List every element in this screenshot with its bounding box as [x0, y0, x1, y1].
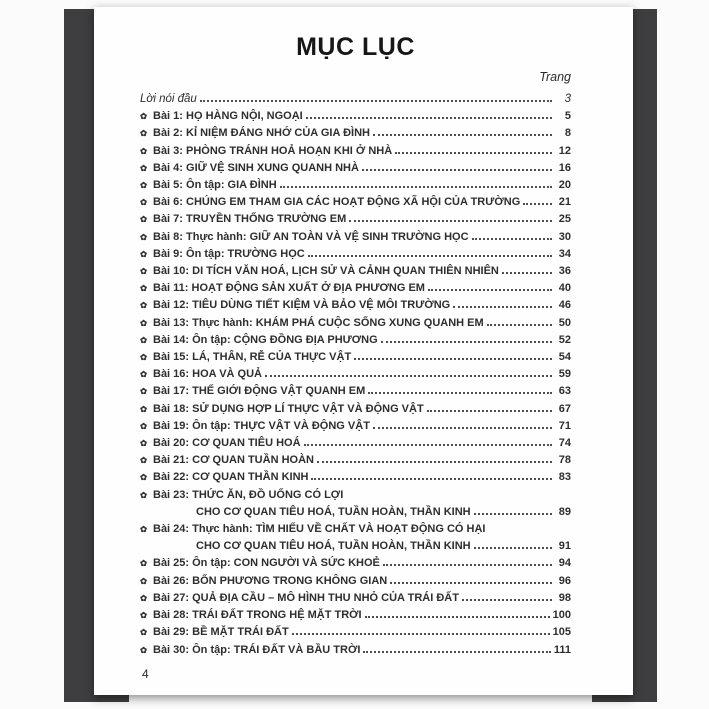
toc-entry — [140, 229, 571, 246]
toc-entry — [140, 401, 571, 418]
flower-bullet-icon: ✿ — [140, 334, 148, 345]
dot-leader — [428, 289, 552, 291]
toc-entry — [140, 160, 571, 177]
toc-entry — [140, 332, 571, 349]
toc-entry-page-number: 3 — [564, 93, 571, 105]
toc-entry-label: Bài 1: HỌ HÀNG NỘI, NGOẠI — [153, 110, 303, 123]
toc-entry-line — [140, 383, 571, 400]
toc-entry-line — [140, 263, 571, 280]
dot-leader — [390, 582, 552, 584]
toc-entry-continuation-label: CHO CƠ QUAN TIÊU HOÁ, TUẦN HOÀN, THẦN KINH — [196, 540, 471, 553]
toc-entry-line — [140, 143, 571, 160]
flower-bullet-icon: ✿ — [140, 283, 148, 294]
toc-entry — [140, 280, 571, 297]
flower-bullet-icon: ✿ — [140, 214, 148, 225]
toc-entry-page-number: 111 — [553, 643, 571, 656]
flower-bullet-icon: ✿ — [140, 403, 148, 414]
toc-entry-label: Bài 11: HOẠT ĐỘNG SẢN XUẤT Ở ĐỊA PHƯƠNG EM — [153, 282, 425, 295]
dot-leader — [304, 444, 552, 446]
toc-entry-continuation-label: CHO CƠ QUAN TIÊU HOÁ, TUẦN HOÀN, THẦN KINH — [196, 505, 471, 518]
toc-entry-page-number: 46 — [558, 299, 571, 312]
toc-entry-page-number: 96 — [558, 574, 571, 587]
toc-entry-page-number: 8 — [564, 127, 571, 140]
toc-entry-label: Lời nói đầu — [140, 93, 197, 105]
dot-leader — [523, 203, 552, 205]
page-title: MỤC LỤC — [296, 33, 415, 61]
dot-leader — [354, 358, 552, 360]
toc-entry-label: Bài 29: BỀ MẶT TRÁI ĐẤT — [153, 626, 289, 639]
toc-entry-label: Bài 13: Thực hành: KHÁM PHÁ CUỘC SỐNG XUNG QUANH EM — [153, 316, 484, 329]
toc-entry-label: Bài 17: THẾ GIỚI ĐỘNG VẬT QUANH EM — [153, 385, 366, 398]
toc-entry-line — [140, 332, 571, 349]
toc-entry — [140, 469, 571, 486]
flower-bullet-icon: ✿ — [140, 386, 148, 397]
toc-entry-line — [140, 555, 571, 572]
toc-entry-line — [140, 349, 571, 366]
flower-bullet-icon: ✿ — [140, 610, 148, 621]
toc-entry-line — [140, 487, 571, 504]
toc-entry — [140, 624, 571, 641]
dot-leader — [200, 100, 552, 102]
toc-entry — [140, 91, 571, 108]
dot-leader — [368, 392, 552, 394]
toc-entry — [140, 590, 571, 607]
dot-leader — [308, 255, 552, 257]
toc-entry-label: Bài 23: THỨC ĂN, ĐỒ UỐNG CÓ LỢI — [153, 488, 344, 501]
toc-entry — [140, 194, 571, 211]
toc-entry-line — [140, 607, 571, 624]
toc-entry-continuation-line — [140, 538, 571, 555]
toc-entry-label: Bài 3: PHÒNG TRÁNH HOẢ HOẠN KHI Ở NHÀ — [153, 144, 393, 157]
toc-entry-label: Bài 27: QUẢ ĐỊA CẦU – MÔ HÌNH THU NHỎ CỦA TRÁI ĐẤT — [153, 591, 459, 604]
toc-entry-label: Bài 19: Ôn tập: THỰC VẬT VÀ ĐỘNG VẬT — [153, 419, 370, 432]
toc-entry-page-number: 94 — [558, 557, 571, 570]
toc-entry — [140, 143, 571, 160]
toc-entry-page-number: 78 — [558, 454, 571, 467]
flower-bullet-icon: ✿ — [140, 575, 148, 586]
toc-entry-page-number: 52 — [558, 333, 571, 346]
toc-entry — [140, 607, 571, 624]
toc-entry — [140, 573, 571, 590]
flower-bullet-icon: ✿ — [140, 128, 148, 139]
toc-entry-line — [140, 280, 571, 297]
toc-entry — [140, 487, 571, 521]
toc-entry-page-number: 74 — [558, 437, 571, 450]
toc-entry-page-number: 63 — [558, 385, 571, 398]
toc-entry-label: Bài 25: Ôn tập: CON NGƯỜI VÀ SỨC KHOẺ — [153, 557, 380, 570]
toc-entry-line — [140, 125, 571, 142]
flower-bullet-icon: ✿ — [140, 369, 148, 380]
folio-page-number: 4 — [142, 667, 149, 681]
dot-leader — [306, 117, 552, 119]
toc-entry-line — [140, 194, 571, 211]
dot-leader — [395, 152, 552, 154]
toc-entry-label: Bài 28: TRÁI ĐẤT TRONG HỆ MẶT TRỜI — [153, 609, 362, 622]
toc-entry-label: Bài 14: Ôn tập: CỘNG ĐỒNG ĐỊA PHƯƠNG — [153, 333, 378, 346]
toc-entry-line — [140, 418, 571, 435]
dot-leader — [453, 306, 552, 308]
toc-entry-label: Bài 21: CƠ QUAN TUẦN HOÀN — [153, 454, 314, 467]
dot-leader — [349, 220, 552, 222]
flower-bullet-icon: ✿ — [140, 300, 148, 311]
book-page — [94, 7, 633, 695]
flower-bullet-icon: ✿ — [140, 592, 148, 603]
toc-entry-label: Bài 6: CHÚNG EM THAM GIA CÁC HOẠT ĐỘNG XÃ HỘI CỦA TRƯỜNG — [153, 196, 521, 209]
toc-entry — [140, 349, 571, 366]
toc-entry-label: Bài 8: Thực hành: GIỮ AN TOÀN VÀ VỆ SINH TRƯỜNG HỌC — [153, 230, 469, 243]
toc-entry-line — [140, 573, 571, 590]
toc-entry-page-number: 20 — [558, 179, 571, 192]
flower-bullet-icon: ✿ — [140, 231, 148, 242]
toc-entry-line — [140, 452, 571, 469]
toc-entry-page-number: 16 — [558, 161, 571, 174]
dot-leader — [462, 599, 552, 601]
toc-entry-page-number: 40 — [558, 282, 571, 295]
flower-bullet-icon: ✿ — [140, 145, 148, 156]
toc-entry-page-number: 12 — [558, 144, 571, 157]
dot-leader — [292, 633, 550, 635]
toc-entry-label: Bài 7: TRUYỀN THỐNG TRƯỜNG EM — [153, 213, 347, 226]
toc-list — [140, 91, 571, 659]
toc-entry-line — [140, 642, 571, 659]
toc-entry-page-number: 98 — [558, 591, 571, 604]
toc-entry-line — [140, 211, 571, 228]
toc-entry-line — [140, 108, 571, 125]
toc-entry-label: Bài 5: Ôn tập: GIA ĐÌNH — [153, 179, 277, 192]
dot-leader — [474, 547, 552, 549]
toc-entry-label: Bài 24: Thực hành: TÌM HIỂU VỀ CHẤT VÀ HOẠT ĐỘNG CÓ HẠI — [153, 523, 486, 536]
toc-entry — [140, 366, 571, 383]
toc-entry-line — [140, 315, 571, 332]
toc-entry-line — [140, 177, 571, 194]
flower-bullet-icon: ✿ — [140, 455, 148, 466]
toc-entry-label: Bài 12: TIÊU DÙNG TIẾT KIỆM VÀ BẢO VỆ MÔI TRƯỜNG — [153, 299, 451, 312]
toc-entry — [140, 177, 571, 194]
flower-bullet-icon: ✿ — [140, 627, 148, 638]
toc-entry-label: Bài 22: CƠ QUAN THẦN KINH — [153, 471, 309, 484]
trang-column-label: Trang — [539, 70, 571, 84]
toc-entry-page-number: 67 — [558, 402, 571, 415]
toc-entry-label: Bài 2: KỈ NIỆM ĐÁNG NHỚ CỦA GIA ĐÌNH — [153, 127, 370, 140]
toc-entry-line — [140, 160, 571, 177]
toc-entry-page-number: 5 — [564, 110, 571, 123]
toc-entry — [140, 297, 571, 314]
toc-entry-page-number: 34 — [558, 247, 571, 260]
toc-entry — [140, 418, 571, 435]
toc-entry — [140, 642, 571, 659]
toc-entry-page-number: 50 — [558, 316, 571, 329]
toc-entry-label: Bài 16: HOA VÀ QUẢ — [153, 368, 263, 381]
toc-entry-page-number: 59 — [558, 368, 571, 381]
dot-leader — [474, 513, 552, 515]
toc-entry-page-number: 36 — [558, 265, 571, 278]
toc-entry-line — [140, 366, 571, 383]
toc-entry-page-number: 21 — [558, 196, 571, 209]
toc-entry-page-number: 54 — [558, 351, 571, 364]
toc-entry-page-number: 100 — [552, 609, 571, 622]
toc-entry-line — [140, 624, 571, 641]
toc-entry-page-number: 89 — [558, 505, 571, 518]
toc-entry-label: Bài 9: Ôn tập: TRƯỜNG HỌC — [153, 247, 305, 260]
toc-entry-label: Bài 20: CƠ QUAN TIÊU HOÁ — [153, 437, 301, 450]
toc-entry-page-number: 30 — [558, 230, 571, 243]
flower-bullet-icon: ✿ — [140, 472, 148, 483]
toc-entry-line — [140, 401, 571, 418]
toc-entry — [140, 263, 571, 280]
flower-bullet-icon: ✿ — [140, 558, 148, 569]
flower-bullet-icon: ✿ — [140, 524, 148, 535]
dot-leader — [311, 478, 552, 480]
toc-entry-label: Bài 26: BỐN PHƯƠNG TRONG KHÔNG GIAN — [153, 574, 388, 587]
flower-bullet-icon: ✿ — [140, 438, 148, 449]
flower-bullet-icon: ✿ — [140, 111, 148, 122]
toc-entry — [140, 555, 571, 572]
dot-leader — [381, 341, 552, 343]
toc-entry-line — [140, 297, 571, 314]
toc-entry — [140, 246, 571, 263]
toc-entry-line — [140, 469, 571, 486]
flower-bullet-icon: ✿ — [140, 420, 148, 431]
dot-leader — [373, 427, 552, 429]
flower-bullet-icon: ✿ — [140, 644, 148, 655]
toc-entry-label: Bài 18: SỬ DỤNG HỢP LÍ THỰC VẬT VÀ ĐỘNG VẬT — [153, 402, 424, 415]
flower-bullet-icon: ✿ — [140, 162, 148, 173]
flower-bullet-icon: ✿ — [140, 248, 148, 259]
dot-leader — [373, 134, 552, 136]
toc-entry — [140, 108, 571, 125]
toc-entry-line — [140, 91, 571, 108]
dot-leader — [363, 651, 550, 653]
toc-entry-line — [140, 246, 571, 263]
toc-entry-continuation-line — [140, 504, 571, 521]
toc-entry-label: Bài 15: LÁ, THÂN, RỄ CỦA THỰC VẬT — [153, 351, 352, 364]
toc-entry — [140, 383, 571, 400]
toc-entry — [140, 315, 571, 332]
dot-leader — [427, 410, 552, 412]
dot-leader — [317, 461, 552, 463]
toc-entry-line — [140, 521, 571, 538]
toc-entry — [140, 521, 571, 555]
toc-entry-label: Bài 4: GIỮ VỆ SINH XUNG QUANH NHÀ — [153, 161, 359, 174]
toc-entry — [140, 125, 571, 142]
toc-entry-line — [140, 229, 571, 246]
dot-leader — [487, 324, 552, 326]
dot-leader — [502, 272, 552, 274]
toc-entry-page-number: 25 — [558, 213, 571, 226]
toc-entry-line — [140, 435, 571, 452]
toc-entry-page-number: 83 — [558, 471, 571, 484]
toc-entry-label: Bài 30: Ôn tập: TRÁI ĐẤT VÀ BẦU TRỜI — [153, 643, 361, 656]
toc-entry-page-number: 91 — [558, 540, 571, 553]
flower-bullet-icon: ✿ — [140, 352, 148, 363]
toc-entry — [140, 435, 571, 452]
flower-bullet-icon: ✿ — [140, 197, 148, 208]
toc-entry-label: Bài 10: DI TÍCH VĂN HOÁ, LỊCH SỬ VÀ CẢNH QUAN THIÊN NHIÊN — [153, 265, 499, 278]
flower-bullet-icon: ✿ — [140, 489, 148, 500]
toc-entry-page-number: 105 — [552, 626, 571, 639]
flower-bullet-icon: ✿ — [140, 266, 148, 277]
flower-bullet-icon: ✿ — [140, 180, 148, 191]
dot-leader — [472, 238, 552, 240]
dot-leader — [365, 616, 550, 618]
dot-leader — [280, 186, 552, 188]
toc-entry-page-number: 71 — [558, 419, 571, 432]
toc-entry — [140, 211, 571, 228]
dot-leader — [265, 375, 552, 377]
dot-leader — [362, 169, 552, 171]
flower-bullet-icon: ✿ — [140, 317, 148, 328]
toc-entry-line — [140, 590, 571, 607]
toc-entry — [140, 452, 571, 469]
dot-leader — [383, 564, 552, 566]
